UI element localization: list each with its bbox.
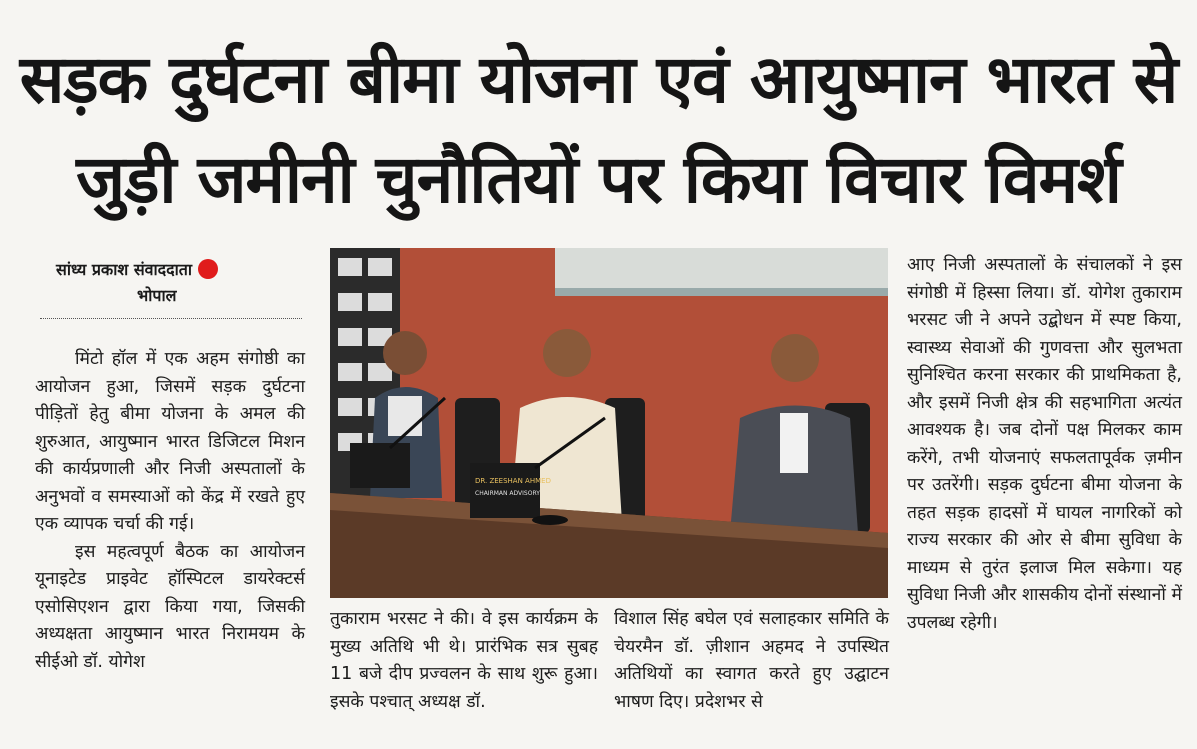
headline (0, 30, 1197, 230)
paragraph-1: मिंटो हॉल में एक अहम संगोष्ठी का आयोजन हुआ, जिसमें सड़क दुर्घटना पीड़ितों हेतु बीमा योजना के अमल की शुरुआत, आयुष्मान भारत डिजिटल मिशन की कार्यप्रणाली और निजी अस्पतालों के अनुभवों व समस्याओं को केंद्र में रखते हुए एक व्यापक चर्चा की गई। (35, 349, 305, 534)
headline-line-2: जुड़ी जमीनी चुनौतियों पर किया विचार विमर्श (76, 141, 1121, 218)
byline-divider (40, 318, 302, 319)
red-dot-icon (198, 259, 218, 279)
column-3-text: विशाल सिंह बघेल एवं सलाहकार समिति के चेयरमैन डॉ. ज़ीशान अहमद ने उपस्थित अतिथियों का स्वागत करते हुए उद्घाटन भाषण दिए। प्रदेशभर से (614, 609, 889, 712)
event-photo (330, 248, 888, 598)
column-4-text: आए निजी अस्पतालों के संचालकों ने इस संगोष्ठी में हिस्सा लिया। डॉ. योगेश तुकाराम भरसट जी ने अपने उद्बोधन में स्पष्ट किया, स्वास्थ्य सेवाओं की गुणवत्ता और सुलभता सुनिश्चित करना सरकार की प्राथमिकता है, और इसमें निजी क्षेत्र की सहभागिता अत्यंत आवश्यक है। जब दोनों पक्ष मिलकर काम करेंगे, तभी योजनाएं सफलतापूर्वक ज़मीन पर उतरेंगी। सड़क दुर्घटना बीमा योजना के तहत सड़क हादसों में घायल नागरिकों को राज्य सरकार की ओर से बीमा सुविधा के माध्यम से तुरंत इलाज मिल सकेगा। यह सुविधा निजी और शासकीय दोनों संस्थानों में उपलब्ध रहेगी। (907, 255, 1182, 633)
byline-location: भोपाल (137, 286, 177, 305)
column-2-text: तुकाराम भरसट ने की। वे इस कार्यक्रम के मुख्य अतिथि भी थे। प्रारंभिक सत्र सुबह 11 बजे दीप प्रज्वलन के साथ शुरू हुआ। इसके पश्चात् अध्यक्ष डॉ. (330, 609, 598, 712)
byline (40, 258, 300, 319)
article-column-4 (907, 252, 1182, 637)
article-column-3 (614, 606, 889, 716)
photo-illustration (330, 248, 888, 598)
byline-reporter: सांध्य प्रकाश संवाददाता (56, 260, 193, 279)
paragraph-2: इस महत्वपूर्ण बैठक का आयोजन यूनाइटेड प्राइवेट हॉस्पिटल डायरेक्टर्स एसोसिएशन द्वारा किया गया, जिसकी अध्यक्षता आयुष्मान भारत निरामयम के सीईओ डॉ. योगेश (35, 541, 305, 672)
headline-line-1: सड़क दुर्घटना बीमा योजना एवं आयुष्मान भारत से (19, 41, 1178, 118)
article-column-2 (330, 606, 598, 716)
nameplate-subtitle: CHAIRMAN ADVISORY (475, 490, 540, 497)
article-column-1 (35, 346, 305, 676)
nameplate-title: DR. ZEESHAN AHMED (475, 477, 551, 485)
